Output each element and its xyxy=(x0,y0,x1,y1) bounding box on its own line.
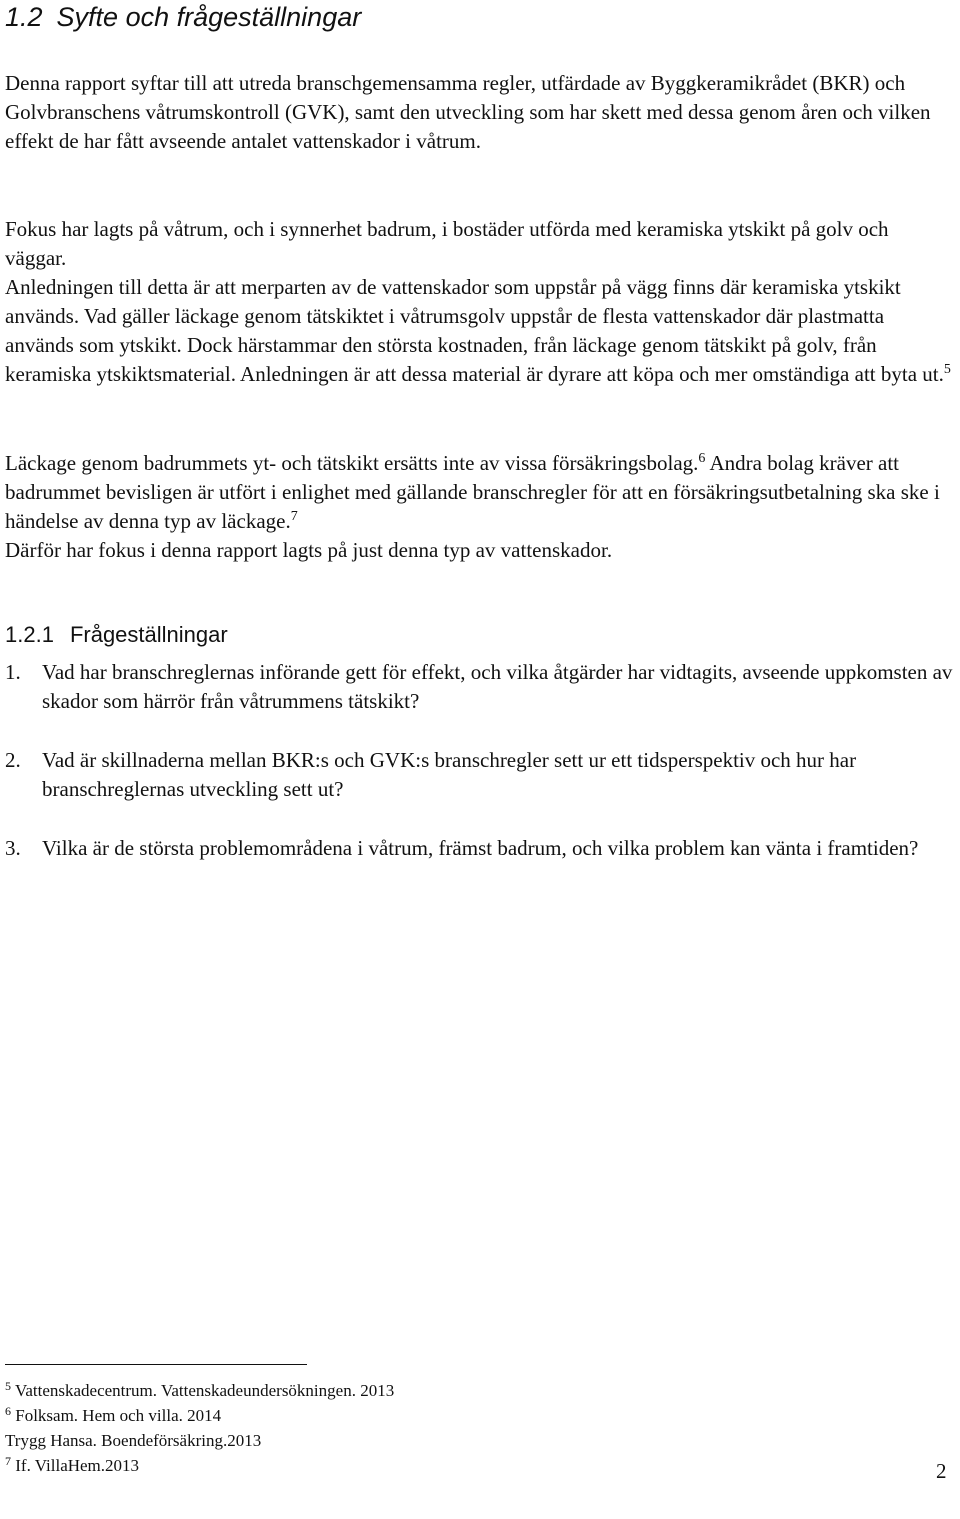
question-number: 3. xyxy=(5,836,21,860)
footnote-ref-5[interactable]: 5 xyxy=(943,362,951,377)
page-number: 2 xyxy=(936,1459,947,1483)
footnote xyxy=(5,1378,605,1403)
footnote-text: If. VillaHem.2013 xyxy=(11,1456,140,1475)
footnote-marker: 6 xyxy=(5,1404,11,1418)
paragraph-purpose xyxy=(5,69,955,156)
footnote-text: Trygg Hansa. Boendeförsäkring.2013 xyxy=(5,1431,262,1450)
footnote xyxy=(5,1453,605,1478)
paragraph-text: Fokus har lagts på våtrum, och i synnerhet badrum, i bostäder utförda med keramiska ytskikt på golv och väggar. xyxy=(5,217,889,270)
footnote-marker: 7 xyxy=(5,1454,11,1468)
subsection-title: Frågeställningar xyxy=(69,622,228,647)
question-text: Vilka är de största problemområdena i våtrum, främst badrum, och vilka problem kan vänta i framtiden? xyxy=(42,836,919,860)
footnote-text: Vattenskadecentrum. Vattenskadeundersökningen. 2013 xyxy=(11,1381,395,1400)
paragraph-text: Läckage genom badrummets yt- och tätskikt ersätts inte av vissa försäkringsbolag. xyxy=(5,451,699,475)
paragraph-insurance xyxy=(5,449,955,565)
paragraph-text: Andra bolag kräver att badrummet bevisligen är utfört i enlighet med gällande branschregler för att en försäkringsutbetalning ska ske i händelse av denna typ av läckage. xyxy=(5,451,940,533)
paragraph-conclusion: Därför har fokus i denna rapport lagts på just denna typ av vattenskador. xyxy=(5,538,613,562)
footnote xyxy=(5,1403,605,1428)
subsection-number: 1.2.1 xyxy=(5,622,54,647)
paragraph-text: Denna rapport syftar till att utreda branschgemensamma regler, utfärdade av Byggkeramikrådet (BKR) och Golvbranschens våtrumskontroll (GVK), samt den utveckling som har skett med dessa genom åren och vilken effekt de har fått avseende antalet vattenskador i våtrum. xyxy=(5,71,931,153)
question-number: 1. xyxy=(5,660,21,684)
paragraph-reason xyxy=(5,273,955,389)
footnote-separator xyxy=(5,1364,307,1365)
footnote-marker: 5 xyxy=(5,1379,11,1393)
subsection-heading xyxy=(5,620,228,650)
paragraph-reason-text: Anledningen till detta är att merparten av de vattenskador som uppstår på vägg finns där keramiska ytskikt används. Vad gäller läckage genom tätskiktet i våtrumsgolv uppstår de flesta vattenskador där plastmatta används som ytskikt. Dock härstammar den största kostnaden, från läckage genom tätskikt på golv, från keramiska ytskiktsmaterial. Anledningen är att dessa material är dyrare att köpa och mer omständiga att byta ut. xyxy=(5,275,944,386)
paragraph-insurance-body xyxy=(5,449,955,536)
section-heading xyxy=(5,0,361,34)
question-text: Vad är skillnaderna mellan BKR:s och GVK:s branschregler sett ur ett tidsperspektiv och hur har branschreglernas utveckling sett ut? xyxy=(42,748,857,801)
footnote-text: Folksam. Hem och villa. 2014 xyxy=(11,1406,222,1425)
section-title: Syfte och frågeställningar xyxy=(56,2,362,32)
question-text: Vad har branschreglernas införande gett för effekt, och vilka åtgärder har vidtagits, avseende uppkomsten av skador som härrör från våtrummens tätskikt? xyxy=(42,660,953,713)
section-number: 1.2 xyxy=(5,2,43,32)
footnote-ref-7[interactable]: 7 xyxy=(290,509,298,524)
footnote-ref-6[interactable]: 6 xyxy=(698,451,706,466)
footnotes xyxy=(5,1378,605,1478)
question-number: 2. xyxy=(5,748,21,772)
footnote xyxy=(5,1428,605,1453)
paragraph-focus xyxy=(5,215,955,389)
